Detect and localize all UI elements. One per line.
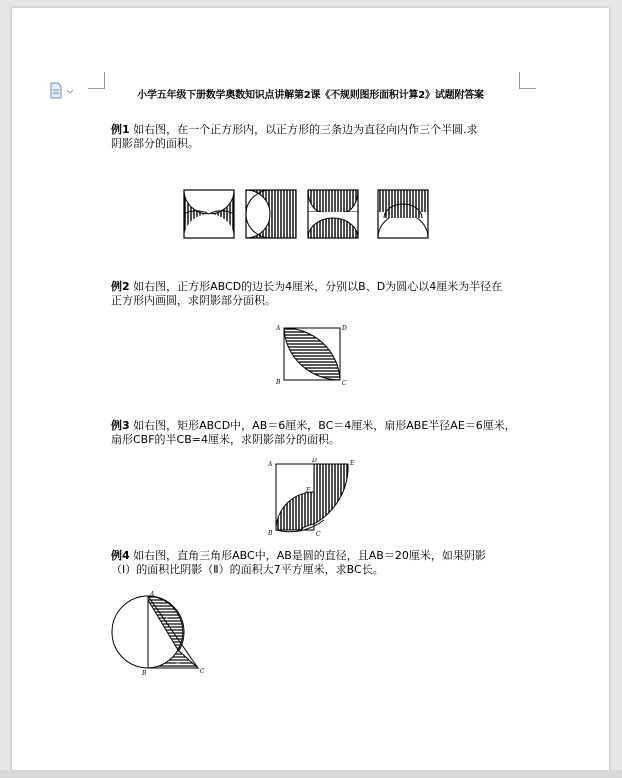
label-region-i: I [166,616,168,622]
example-3-figure [262,458,372,538]
figure-1b [246,190,296,238]
example-4-text-line1: 如右图，直角三角形ABC中，AB是圆的直径，且AB＝20厘米，如果阴影 [133,549,486,562]
label-c: C [200,668,205,675]
example-3 [111,419,516,447]
label-e: E [350,460,355,467]
example-1 [111,123,478,151]
example-3-text-line2: 扇形CBF的半CB=4厘米，求阴影部分的面积。 [111,433,340,446]
label-c: C [342,380,347,386]
example-1-label: 例1 [111,123,130,136]
example-2-figure [270,322,354,386]
example-2 [111,280,502,308]
example-2-text-line2: 正方形内画圆，求阴影部分面积。 [111,294,276,307]
example-1-figure [172,188,434,242]
label-d: D [342,325,347,332]
figure-1c [308,190,358,238]
label-region-ii: II [176,660,180,666]
example-4-text-line2: （Ⅰ）的面积比阴影（Ⅱ）的面积大7平方厘米，求BC长。 [111,563,384,576]
label-a: A [276,325,281,332]
label-a: A [150,591,155,598]
example-4 [111,549,486,577]
figure-1d [378,190,428,238]
example-4-label: 例4 [111,549,130,562]
example-4-figure [106,590,216,676]
label-b: B [268,530,273,537]
label-c: C [316,531,321,538]
document-title: 小学五年级下册数学奥数知识点讲解第2课《不规则图形面积计算2》试题附答案 [137,90,484,101]
example-2-text-line1: 如右图，正方形ABCD的边长为4厘米，分别以B、D为圆心以4厘米为半径在 [133,280,503,293]
label-d: D [312,458,317,464]
label-b: B [142,670,147,676]
example-1-text-line1: 如右图，在一个正方形内，以正方形的三条边为直径向内作三个半圆.求 [133,123,478,136]
label-a: A [268,461,273,468]
label-f: F [306,487,311,494]
document-page [12,8,609,778]
label-b: B [276,379,281,386]
status-bar [0,770,622,778]
example-3-label: 例3 [111,419,130,432]
example-1-text-line2: 阴影部分的面积。 [111,137,199,150]
figure-1a [184,190,234,238]
example-2-label: 例2 [111,280,130,293]
example-3-text-line1: 如右图，矩形ABCD中，AB＝6厘米，BC＝4厘米，扇形ABE半径AE＝6厘米， [133,419,516,432]
